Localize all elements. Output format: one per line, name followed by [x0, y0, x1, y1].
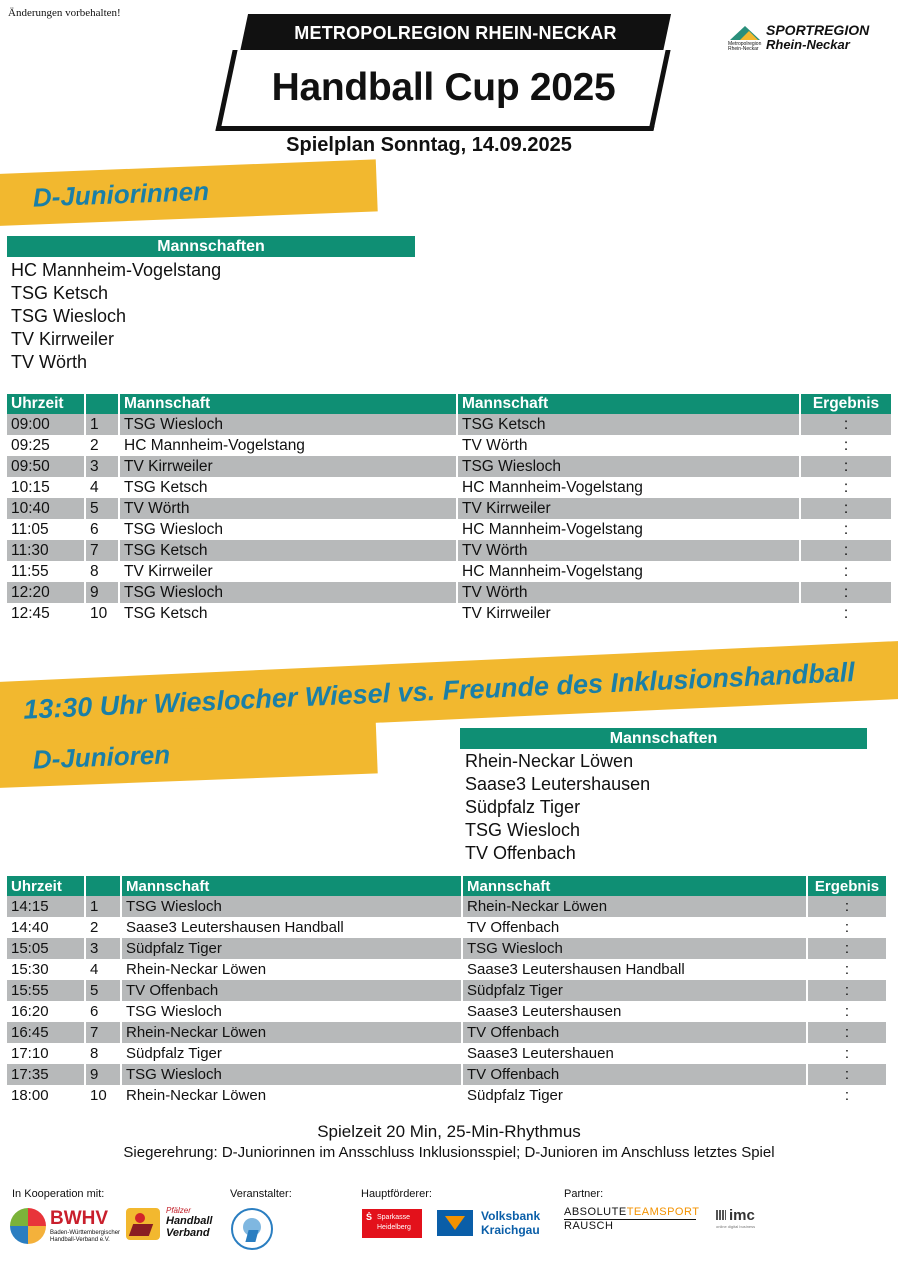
- cell-away-team: HC Mannheim-Vogelstang: [457, 477, 800, 498]
- sportregion-logo: [726, 22, 886, 58]
- team-item: TV Offenbach: [465, 843, 576, 863]
- cup-title-badge: [210, 10, 680, 134]
- cell-home-team: Südpfalz Tiger: [121, 938, 462, 959]
- cell-result: :: [800, 414, 891, 435]
- pfalz-handball-icon: [126, 1208, 160, 1240]
- team-item: TSG Wiesloch: [11, 306, 127, 326]
- disclaimer-note: Änderungen vorbehalten!: [8, 7, 121, 19]
- cell-result: :: [843, 562, 849, 580]
- cell-home-team: HC Mannheim-Vogelstang: [119, 435, 457, 456]
- table-row: [7, 561, 891, 582]
- cell-result: :: [844, 1087, 850, 1104]
- column-header-time: Uhrzeit: [7, 394, 85, 414]
- cell-result: :: [843, 604, 849, 622]
- cell-time: 18:00: [7, 1085, 85, 1106]
- volksbank-line2: Kraichgau: [481, 1223, 540, 1237]
- cell-away-team: TV Wörth: [457, 582, 800, 603]
- section1-teams-header: Mannschaften: [7, 236, 415, 257]
- cell-game-number: 4: [85, 477, 119, 498]
- cell-result: :: [843, 436, 849, 454]
- cell-home-team: TSG Wiesloch: [121, 1064, 462, 1085]
- cell-result: :: [800, 540, 891, 561]
- cell-result: :: [807, 1064, 886, 1085]
- pfalz-line2: Verband: [166, 1227, 210, 1239]
- cell-result: :: [800, 582, 891, 603]
- table-row: [7, 582, 891, 603]
- table-row: [7, 896, 886, 917]
- cell-time: 12:45: [7, 603, 85, 624]
- cell-result: :: [843, 478, 849, 496]
- column-header-home: Mannschaft: [121, 876, 462, 896]
- cell-result: :: [807, 938, 886, 959]
- cell-time: 14:15: [7, 896, 85, 917]
- section2-title: D-Junioren: [32, 739, 171, 775]
- cell-home-team: TSG Wiesloch: [121, 896, 462, 917]
- sparkasse-line1: Sparkasse: [377, 1214, 411, 1221]
- table-row: [7, 1001, 886, 1022]
- column-header-away: Mannschaft: [457, 394, 800, 414]
- column-header-away: Mannschaft: [462, 876, 807, 896]
- cell-away-team: TV Wörth: [457, 435, 800, 456]
- organizer-label: Veranstalter:: [230, 1188, 292, 1200]
- badge-main-box: [215, 50, 670, 131]
- section1-banner: [0, 159, 378, 226]
- section1-title: D-Juniorinnen: [32, 175, 210, 213]
- cell-result: :: [807, 980, 886, 1001]
- pfalz-handball-logo: [126, 1206, 218, 1242]
- cell-away-team: Rhein-Neckar Löwen: [462, 896, 807, 917]
- ats-absolute-text: ABSOLUTE: [564, 1206, 627, 1218]
- cell-time: 15:55: [7, 980, 85, 1001]
- table-row: [7, 477, 891, 498]
- column-header-result: Ergebnis: [800, 394, 891, 414]
- table-row: [7, 435, 891, 456]
- cell-game-number: 8: [85, 1043, 121, 1064]
- section2-team-list: [465, 750, 650, 865]
- sportregion-line1: SPORTREGION: [766, 22, 870, 38]
- cell-game-number: 1: [85, 414, 119, 435]
- partner-label: Partner:: [564, 1188, 604, 1200]
- section1-schedule-table: [7, 394, 891, 624]
- cooperation-label: In Kooperation mit:: [12, 1188, 105, 1200]
- game-duration-text: Spielzeit 20 Min, 25-Min-Rhythmus: [317, 1122, 581, 1141]
- cell-result: :: [844, 919, 850, 936]
- volksbank-logo: [437, 1209, 549, 1239]
- cell-time: 10:15: [7, 477, 85, 498]
- cell-home-team: TV Kirrweiler: [119, 456, 457, 477]
- table-row: [7, 414, 891, 435]
- badge-top-bar: [240, 14, 671, 52]
- sportregion-small-text: Metropolregion Rhein-Neckar: [728, 41, 762, 52]
- cell-game-number: 8: [85, 561, 119, 582]
- cell-time: 16:45: [7, 1022, 85, 1043]
- cell-time: 15:05: [7, 938, 85, 959]
- badge-cup-text: Handball Cup 2025: [271, 66, 616, 109]
- cell-home-team: TSG Wiesloch: [121, 1001, 462, 1022]
- cell-game-number: 1: [85, 896, 121, 917]
- team-item: TSG Ketsch: [11, 283, 109, 303]
- cell-game-number: 9: [85, 582, 119, 603]
- organizer-logo: [231, 1208, 273, 1250]
- absolute-teamsport-logo: [564, 1206, 704, 1234]
- imc-grid-icon: [716, 1210, 726, 1220]
- cell-away-team: TSG Ketsch: [457, 414, 800, 435]
- cell-away-team: HC Mannheim-Vogelstang: [457, 519, 800, 540]
- table-row: [7, 456, 891, 477]
- cell-away-team: Südpfalz Tiger: [462, 1085, 807, 1106]
- table-row: [7, 1022, 886, 1043]
- cell-result: :: [844, 1045, 850, 1062]
- cell-home-team: Rhein-Neckar Löwen: [121, 959, 462, 980]
- cell-game-number: 6: [85, 519, 119, 540]
- sportregion-line2: Rhein-Neckar: [766, 37, 850, 52]
- volksbank-icon: [437, 1210, 473, 1236]
- column-header-result: Ergebnis: [807, 876, 886, 896]
- cell-game-number: 5: [85, 980, 121, 1001]
- column-header-number: [85, 876, 121, 896]
- bwhv-subtext: Baden-Württembergischer Handball-Verband e.V.: [50, 1230, 121, 1243]
- team-item: TV Wörth: [11, 352, 88, 372]
- cell-time: 11:30: [7, 540, 85, 561]
- cell-result: :: [800, 456, 891, 477]
- cell-home-team: TV Wörth: [119, 498, 457, 519]
- cell-time: 09:00: [7, 414, 85, 435]
- sportregion-mountain-accent-icon: [740, 31, 758, 40]
- cell-game-number: 7: [85, 540, 119, 561]
- cell-time: 17:10: [7, 1043, 85, 1064]
- cell-home-team: Rhein-Neckar Löwen: [121, 1022, 462, 1043]
- cell-home-team: TSG Wiesloch: [119, 582, 457, 603]
- column-header-number: [85, 394, 119, 414]
- cell-time: 11:05: [7, 519, 85, 540]
- table-header-row: [7, 876, 886, 896]
- cell-away-team: TV Offenbach: [462, 1022, 807, 1043]
- cell-game-number: 4: [85, 959, 121, 980]
- sparkasse-logo: [362, 1209, 422, 1238]
- cell-result: :: [800, 498, 891, 519]
- table-row: [7, 519, 891, 540]
- team-item: Südpfalz Tiger: [465, 797, 581, 817]
- cell-game-number: 10: [85, 603, 119, 624]
- cell-time: 11:55: [7, 561, 85, 582]
- imc-text: imc: [729, 1207, 755, 1224]
- section1-team-list: [11, 259, 221, 374]
- cell-home-team: TV Kirrweiler: [119, 561, 457, 582]
- cell-result: :: [844, 961, 850, 978]
- imc-logo: [716, 1208, 776, 1234]
- table-row: [7, 540, 891, 561]
- cell-home-team: Saase3 Leutershausen Handball: [121, 917, 462, 938]
- section2-schedule-table: [7, 876, 886, 1106]
- bwhv-ball-icon: [10, 1208, 46, 1244]
- sparkasse-line2: Heidelberg: [377, 1224, 411, 1231]
- cell-time: 17:35: [7, 1064, 85, 1085]
- cell-home-team: TSG Ketsch: [119, 603, 457, 624]
- team-item: Rhein-Neckar Löwen: [465, 751, 634, 771]
- cell-away-team: TV Wörth: [457, 540, 800, 561]
- cell-away-team: TSG Wiesloch: [457, 456, 800, 477]
- page-subtitle: Spielplan Sonntag, 14.09.2025: [286, 134, 572, 156]
- cell-time: 09:25: [7, 435, 85, 456]
- table-row: [7, 603, 891, 624]
- cell-game-number: 5: [85, 498, 119, 519]
- table-row: [7, 980, 886, 1001]
- cell-game-number: 3: [85, 456, 119, 477]
- cell-result: :: [807, 896, 886, 917]
- volksbank-line1: Volksbank: [481, 1209, 541, 1223]
- ats-teamsport-text: TEAMSPORT: [626, 1206, 700, 1218]
- cell-game-number: 10: [85, 1085, 121, 1106]
- cell-home-team: TV Offenbach: [121, 980, 462, 1001]
- table-header-row: [7, 394, 891, 414]
- table-row: [7, 917, 886, 938]
- cell-time: 12:20: [7, 582, 85, 603]
- cell-away-team: TSG Wiesloch: [462, 938, 807, 959]
- ats-rausch-text: RAUSCH: [564, 1220, 614, 1232]
- special-game-banner: [0, 641, 898, 740]
- cell-time: 09:50: [7, 456, 85, 477]
- cell-result: :: [843, 520, 849, 538]
- column-header-home: Mannschaft: [119, 394, 457, 414]
- cell-game-number: 2: [85, 917, 121, 938]
- section2-teams-header: Mannschaften: [460, 728, 867, 749]
- cell-time: 15:30: [7, 959, 85, 980]
- cell-away-team: Saase3 Leutershausen: [462, 1001, 807, 1022]
- cell-game-number: 3: [85, 938, 121, 959]
- cell-away-team: TV Kirrweiler: [457, 603, 800, 624]
- award-ceremony-text: Siegerehrung: D-Juniorinnen im Ansschluss Inklusionsspiel; D-Junioren im Anschluss letztes Spiel: [123, 1144, 775, 1161]
- pfalz-top-text: Pfälzer: [166, 1206, 191, 1215]
- cell-game-number: 7: [85, 1022, 121, 1043]
- cell-away-team: TV Kirrweiler: [457, 498, 800, 519]
- cell-game-number: 9: [85, 1064, 121, 1085]
- cell-time: 10:40: [7, 498, 85, 519]
- cell-time: 16:20: [7, 1001, 85, 1022]
- cell-result: :: [844, 1003, 850, 1020]
- cell-away-team: Saase3 Leutershauen: [462, 1043, 807, 1064]
- cell-home-team: TSG Wiesloch: [119, 414, 457, 435]
- team-item: Saase3 Leutershausen: [465, 774, 651, 794]
- cell-home-team: Südpfalz Tiger: [121, 1043, 462, 1064]
- table-row: [7, 959, 886, 980]
- table-row: [7, 1043, 886, 1064]
- table-row: [7, 498, 891, 519]
- cell-game-number: 6: [85, 1001, 121, 1022]
- cell-home-team: TSG Ketsch: [119, 477, 457, 498]
- cell-home-team: TSG Wiesloch: [119, 519, 457, 540]
- cell-time: 14:40: [7, 917, 85, 938]
- sparkasse-s-icon: Ṡ: [366, 1212, 373, 1222]
- imc-subtext: online digital business: [716, 1224, 756, 1229]
- cell-game-number: 2: [85, 435, 119, 456]
- cell-result: :: [807, 1022, 886, 1043]
- team-item: HC Mannheim-Vogelstang: [11, 260, 222, 280]
- special-game-text: 13:30 Uhr Wieslocher Wiesel vs. Freunde des Inklusionshandball: [22, 657, 856, 725]
- table-row: [7, 1064, 886, 1085]
- cell-away-team: Südpfalz Tiger: [462, 980, 807, 1001]
- table-row: [7, 1085, 886, 1106]
- cell-home-team: TSG Ketsch: [119, 540, 457, 561]
- cell-home-team: Rhein-Neckar Löwen: [121, 1085, 462, 1106]
- column-header-time: Uhrzeit: [7, 876, 85, 896]
- cell-away-team: HC Mannheim-Vogelstang: [457, 561, 800, 582]
- main-sponsor-label: Hauptförderer:: [361, 1188, 432, 1200]
- cell-away-team: Saase3 Leutershausen Handball: [462, 959, 807, 980]
- table-row: [7, 938, 886, 959]
- bwhv-logo: [10, 1206, 122, 1246]
- bwhv-name: BWHV: [50, 1208, 109, 1229]
- cell-away-team: TV Offenbach: [462, 917, 807, 938]
- cell-away-team: TV Offenbach: [462, 1064, 807, 1085]
- pfalz-line1: Handball: [166, 1215, 213, 1227]
- team-item: TV Kirrweiler: [11, 329, 115, 349]
- team-item: TSG Wiesloch: [465, 820, 581, 840]
- badge-region-text: METROPOLREGION RHEIN-NECKAR: [294, 23, 617, 43]
